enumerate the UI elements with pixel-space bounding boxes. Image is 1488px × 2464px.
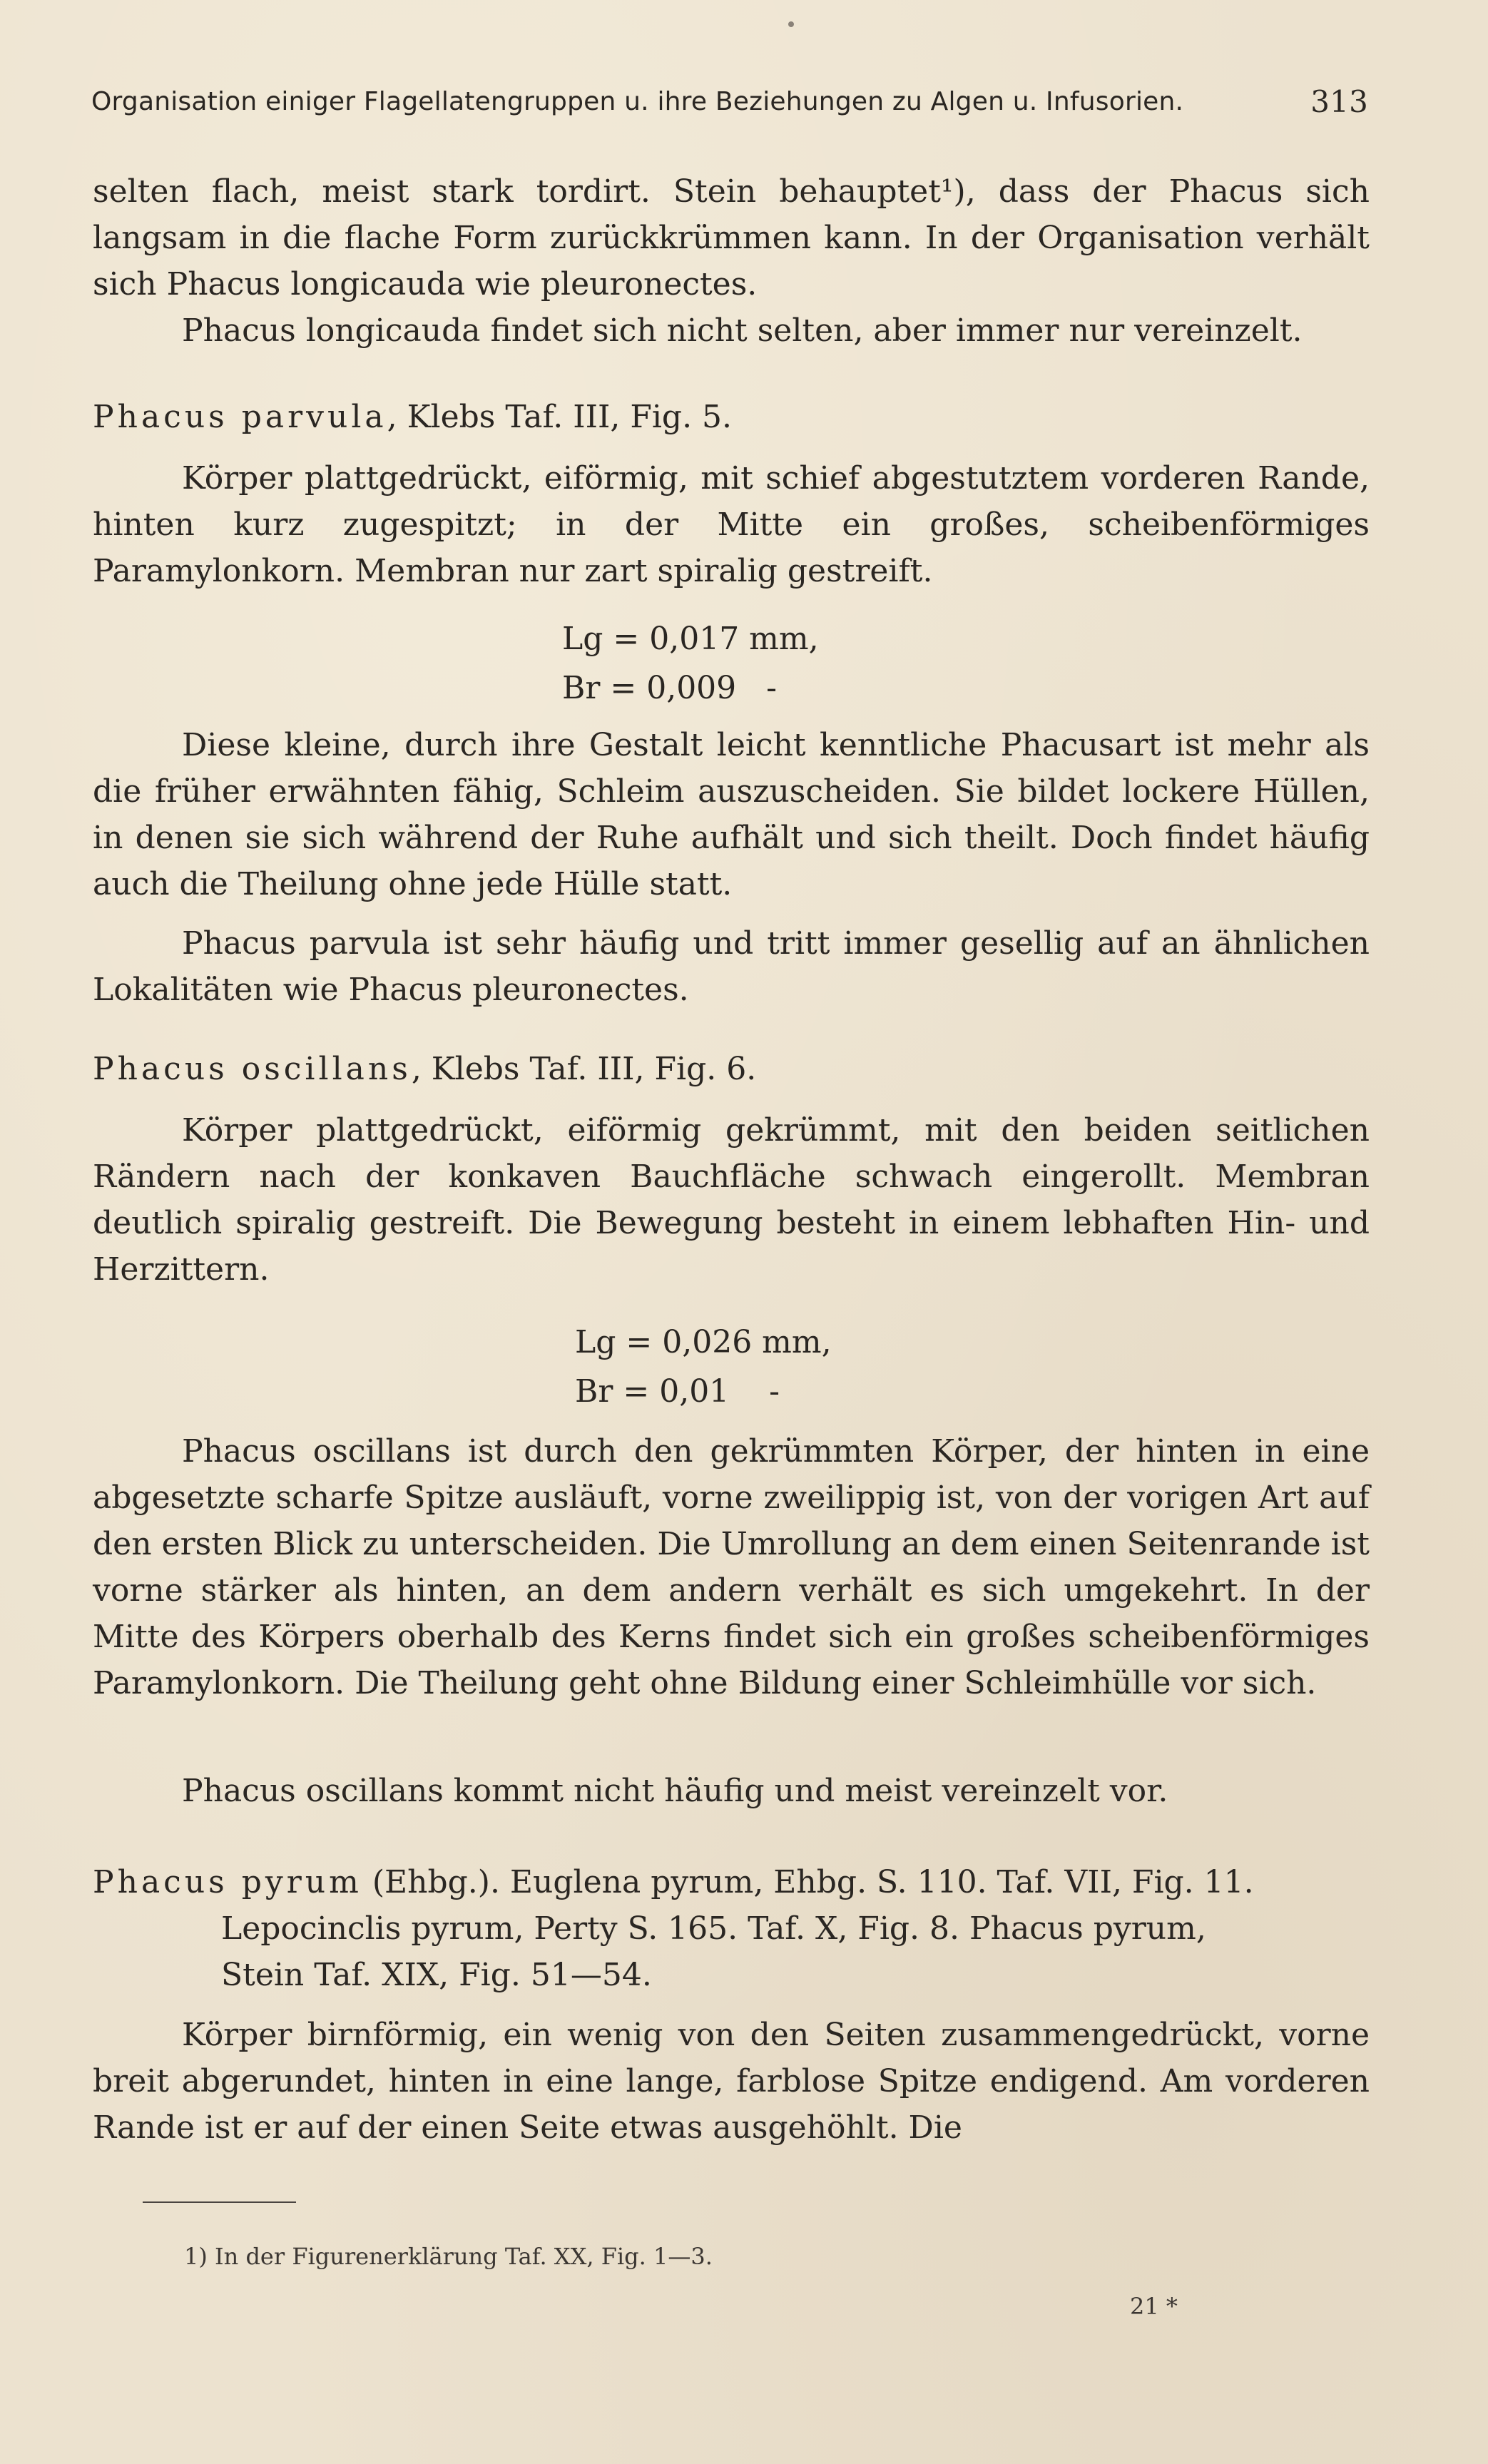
species-name: Phacus pyrum bbox=[93, 1864, 362, 1900]
oscillans-length: Lg = 0,026 mm, bbox=[575, 1324, 832, 1360]
pyrum-synonymy-line-1: (Ehbg.). Euglena pyrum, Ehbg. S. 110. Taf. VII, Fig. 11. bbox=[362, 1864, 1254, 1900]
parvula-breadth: Br = 0,009 - bbox=[562, 670, 777, 706]
parvula-paragraph-2: Diese kleine, durch ihre Gestalt leicht kenntliche Phacusart ist mehr als die früher erwähnten fähig, Schleim auszuscheiden. Sie bildet lockere Hüllen, in denen sie sich während der Ruhe aufhält und sich theilt. Doch findet häufig auch die Theilung ohne jede Hülle statt. bbox=[93, 727, 1370, 902]
species-heading-parvula bbox=[93, 394, 1370, 440]
running-header bbox=[91, 84, 1368, 119]
species-name: Phacus parvula bbox=[93, 399, 387, 435]
oscillans-paragraph-3: Phacus oscillans kommt nicht häufig und meist vereinzelt vor. bbox=[182, 1773, 1168, 1809]
parvula-description: Körper plattgedrückt, eiförmig, mit schief abgestutztem vorderen Rande, hinten kurz zugespitzt; in der Mitte ein großes, scheibenförmiges Paramylonkorn. Membran nur zart spiralig gestreift. bbox=[93, 460, 1370, 589]
page-number: 313 bbox=[1310, 84, 1368, 119]
footnote: 1) In der Figurenerklärung Taf. XX, Fig. 1—3. bbox=[184, 2243, 713, 2270]
species-citation: , Klebs Taf. III, Fig. 6. bbox=[411, 1051, 757, 1087]
oscillans-breadth: Br = 0,01 - bbox=[575, 1373, 780, 1410]
footnote-rule bbox=[143, 2201, 296, 2203]
oscillans-paragraph-2: Phacus oscillans ist durch den gekrümmten Körper, der hinten in eine abgesetzte scharfe Spitze ausläuft, vorne zweilippig ist, von der vorigen Art auf den ersten Blick zu unterscheiden. Die Umrollung an dem einen Seitenrande ist vorne stärker als hinten, an dem andern verhält es sich umgekehrt. In der Mitte des Körpers oberhalb des Kerns findet sich ein großes scheibenförmiges Paramylonkorn. Die Theilung geht ohne Bildung einer Schleimhülle vor sich. bbox=[93, 1433, 1370, 1701]
oscillans-description: Körper plattgedrückt, eiförmig gekrümmt, mit den beiden seitlichen Rändern nach der konkaven Bauchfläche schwach eingerollt. Membran deutlich spiralig gestreift. Die Bewegung besteht in einem lebhaften Hin- und Herzittern. bbox=[93, 1112, 1370, 1288]
paragraph-intro-1: selten flach, meist stark tordirt. Stein behauptet¹), dass der Phacus sich langsam in die flache Form zurückkrümmen kann. In der Organisation verhält sich Phacus longicauda wie pleuronectes. bbox=[93, 173, 1370, 302]
species-heading-pyrum bbox=[93, 1859, 1370, 1998]
running-title: Organisation einiger Flagellatengruppen u. ihre Beziehungen zu Algen u. Infusorien. bbox=[91, 87, 1184, 116]
parvula-paragraph-3: Phacus parvula ist sehr häufig und tritt immer gesellig auf an ähnlichen Lokalitäten wie Phacus pleuronectes. bbox=[93, 925, 1370, 1008]
printer-signature: 21 * bbox=[1130, 2293, 1178, 2320]
paragraph-intro-2: Phacus longicauda findet sich nicht selten, aber immer nur vereinzelt. bbox=[182, 312, 1303, 349]
species-heading-oscillans bbox=[93, 1046, 1370, 1092]
pyrum-synonymy-line-2: Lepocinclis pyrum, Perty S. 165. Taf. X, Fig. 8. Phacus pyrum, bbox=[221, 1910, 1206, 1947]
parvula-length: Lg = 0,017 mm, bbox=[562, 621, 819, 657]
species-name: Phacus oscillans bbox=[93, 1051, 412, 1087]
species-citation: , Klebs Taf. III, Fig. 5. bbox=[387, 399, 733, 435]
print-speck bbox=[788, 21, 794, 27]
pyrum-synonymy-line-3: Stein Taf. XIX, Fig. 51—54. bbox=[221, 1957, 652, 1993]
pyrum-description: Körper birnförmig, ein wenig von den Seiten zusammengedrückt, vorne breit abgerundet, hinten in eine lange, farblose Spitze endigend. Am vorderen Rande ist er auf der einen Seite etwas ausgehöhlt. Die bbox=[93, 2017, 1370, 2146]
